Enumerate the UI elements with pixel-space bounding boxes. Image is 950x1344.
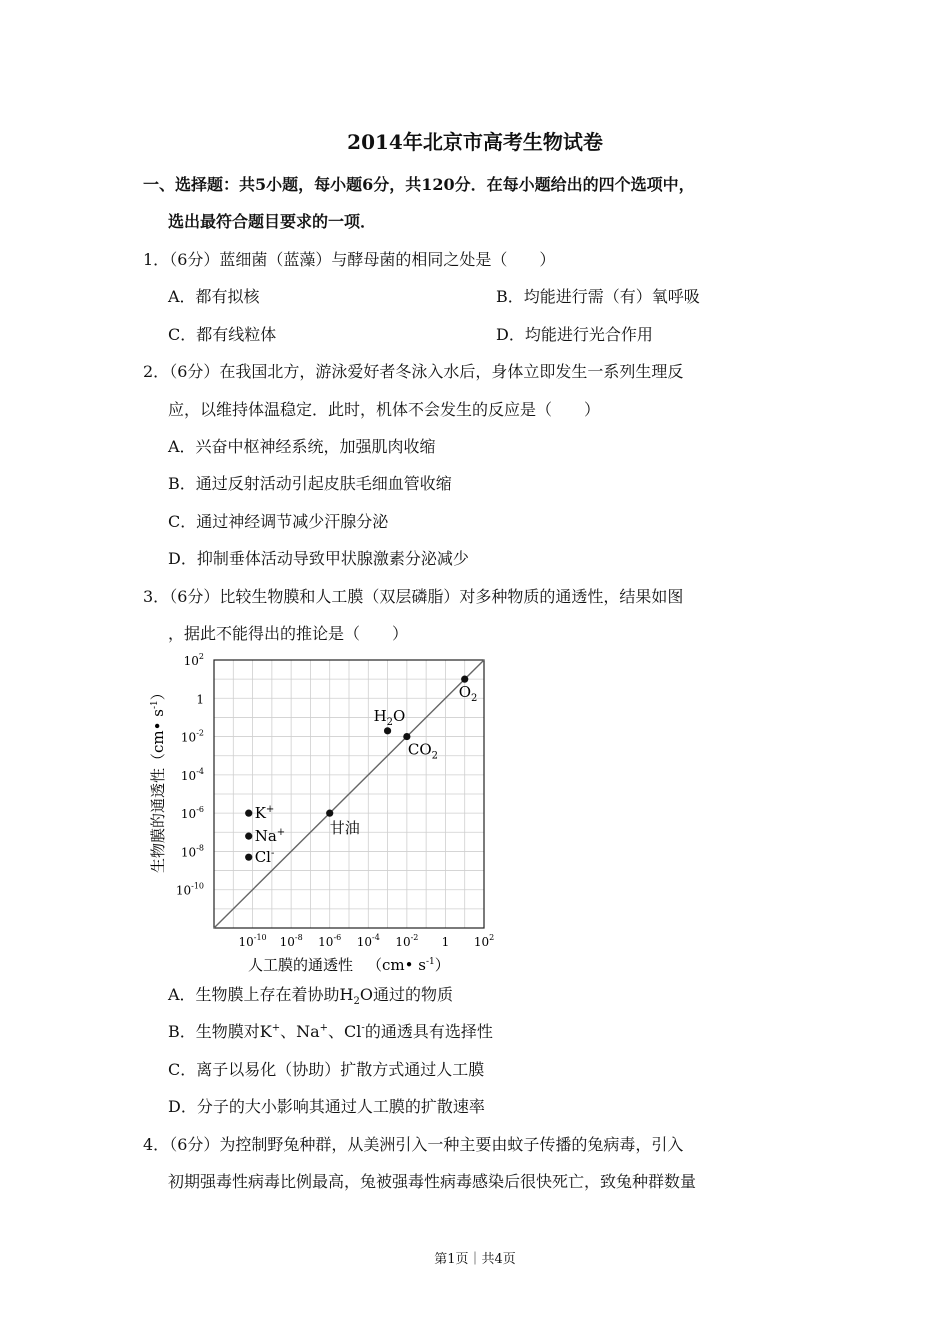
option-2a: A．兴奋中枢神经系统，加强肌肉收缩 xyxy=(168,437,436,456)
question-number: 1． xyxy=(143,250,170,269)
option-3a: A．生物膜上存在着协助$H_2O$通过的物质 xyxy=(168,985,454,1008)
data-point-label: Na+ xyxy=(254,827,286,846)
question-4-cont: 初期强毒性病毒比例最高，兔被强毒性病毒感染后很快死亡，致兔种群数量 xyxy=(168,1172,697,1191)
y-tick-label: 1 xyxy=(196,692,204,707)
option-2d: D．抑制垂体活动导致甲状腺激素分泌减少 xyxy=(168,549,469,568)
x-tick-label: $10^{-4}$ xyxy=(356,933,380,949)
page-title: 2014年北京市高考生物试卷 xyxy=(347,130,603,154)
data-point-label: Cl- xyxy=(254,848,275,867)
data-point-label: $H_2O$ xyxy=(373,706,406,728)
y-tick-label: $10^{-6}$ xyxy=(180,805,204,822)
y-axis-label: 生物膜的通透性（cm• $s^{-1}$） xyxy=(149,685,167,873)
x-tick-label: $10^{-8}$ xyxy=(279,933,303,949)
option-3d: D．分子的大小影响其通过人工膜的扩散速率 xyxy=(168,1097,485,1116)
data-point xyxy=(461,676,468,683)
x-tick-label: $10^{-2}$ xyxy=(395,933,419,949)
data-point-label: 甘油 xyxy=(329,819,360,838)
option-1a: A．都有拟核 xyxy=(168,287,260,306)
data-points xyxy=(245,676,477,867)
question-2-cont: 应，以维持体温稳定．此时，机体不会发生的反应是（ ） xyxy=(168,400,601,419)
question-stem: （6分）为控制野兔种群，从美洲引入一种主要由蚊子传播的兔病毒，引入 xyxy=(169,1135,684,1154)
y-tick-label: $10^{-2}$ xyxy=(180,728,204,745)
x-tick-labels xyxy=(238,933,494,949)
data-point-label: $O_2$ xyxy=(458,683,478,705)
x-tick-label: $10^{-10}$ xyxy=(238,933,267,949)
question-number: 2． xyxy=(143,362,170,381)
question-stem: （6分）比较生物膜和人工膜（双层磷脂）对多种物质的通透性，结果如图 xyxy=(169,587,684,606)
option-1b: B．均能进行需（有）氧呼吸 xyxy=(496,287,700,306)
data-point xyxy=(245,854,252,861)
question-stem: （6分）蓝细菌（蓝藻）与酵母菌的相同之处是（ ） xyxy=(169,250,556,269)
option-2b: B．通过反射活动引起皮肤毛细血管收缩 xyxy=(168,474,452,493)
option-3c: C．离子以易化（协助）扩散方式通过人工膜 xyxy=(168,1060,485,1079)
data-point-label: K+ xyxy=(254,804,275,823)
section-heading-cont: 选出最符合题目要求的一项． xyxy=(168,212,377,231)
data-point-label: $CO_2$ xyxy=(407,740,439,762)
x-tick-label: 1 xyxy=(441,935,450,949)
option-1c: C．都有线粒体 xyxy=(168,325,277,344)
data-point xyxy=(403,733,410,740)
option-1d: D．均能进行光合作用 xyxy=(496,325,653,344)
option-2c: C．通过神经调节减少汗腺分泌 xyxy=(168,512,389,531)
x-tick-label: $10^{-6}$ xyxy=(318,933,342,949)
section-heading: 一、选择题：共5小题，每小题6分，共120分．在每小题给出的四个选项中， xyxy=(143,175,695,194)
x-axis-label: 人工膜的通透性 （cm• $s^{-1}$） xyxy=(248,956,450,974)
data-point xyxy=(326,810,333,817)
question-3 xyxy=(143,584,683,607)
question-1 xyxy=(143,247,555,270)
page-footer: 第1页｜共4页 xyxy=(434,1252,516,1267)
data-point xyxy=(384,727,391,734)
x-tick-label: $10^2$ xyxy=(473,933,495,949)
y-tick-label: $10^2$ xyxy=(183,652,204,668)
y-tick-label: $10^{-4}$ xyxy=(180,766,204,783)
y-tick-label: $10^{-8}$ xyxy=(180,843,204,860)
data-point xyxy=(245,833,252,840)
y-tick-label: $10^{-10}$ xyxy=(175,881,204,898)
data-point xyxy=(245,810,252,817)
question-number: 3． xyxy=(143,587,170,606)
question-2 xyxy=(143,359,683,382)
option-3b: B．生物膜对K+、Na+、Cl-的通透具有选择性 xyxy=(168,1022,493,1041)
question-number: 4． xyxy=(143,1135,170,1154)
question-4 xyxy=(143,1132,683,1155)
question-3-cont: ，据此不能得出的推论是（ ） xyxy=(168,624,409,643)
permeability-chart xyxy=(140,648,510,978)
y-tick-labels xyxy=(176,652,204,898)
question-stem: （6分）在我国北方，游泳爱好者冬泳入水后，身体立即发生一系列生理反 xyxy=(169,362,684,381)
